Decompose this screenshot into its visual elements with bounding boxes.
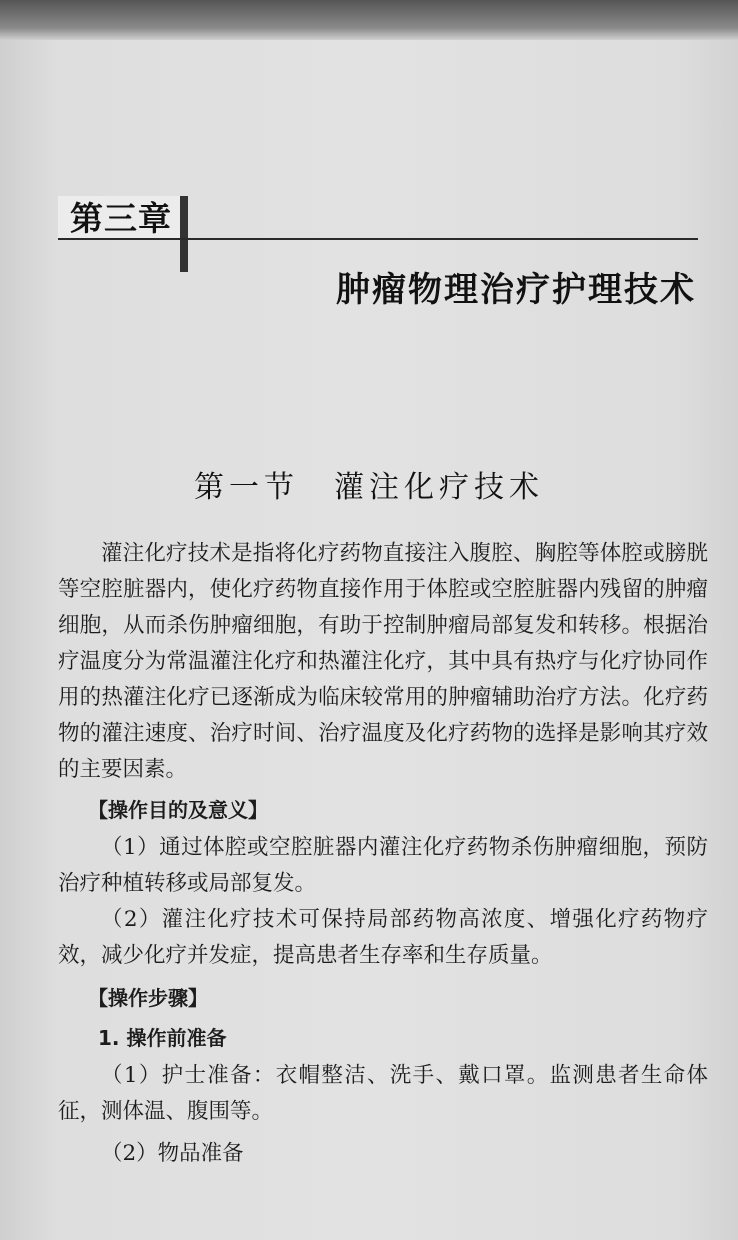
page-header-shadow: [0, 0, 738, 40]
intro-paragraph: 灌注化疗技术是指将化疗药物直接注入腹腔、胸腔等体腔或膀胱等空腔脏器内，使化疗药物直接作用于体腔或空腔脏器内残留的肿瘤细胞，从而杀伤肿瘤细胞，有助于控制肿瘤局部复发和转移。根据治疗温度分为常温灌注化疗和热灌注化疗，其中具有热疗与化疗协同作用的热灌注化疗已逐渐成为临床较常用的肿瘤辅助治疗方法。化疗药物的灌注速度、治疗时间、治疗温度及化疗药物的选择是影响其疗效的主要因素。: [58, 541, 708, 782]
step1-item-2: （2）物品准备: [101, 1141, 244, 1166]
chapter-label: 第三章: [70, 199, 172, 238]
section-title: 第一节 灌注化疗技术: [194, 470, 544, 505]
purpose-item-1: （1）通过体腔或空腔脏器内灌注化疗药物杀伤肿瘤细胞，预防治疗种植转移或局部复发。: [58, 835, 708, 896]
purpose-item-2: （2）灌注化疗技术可保持局部药物高浓度、增强化疗药物疗效，减少化疗并发症，提高患者生存率和生存质量。: [58, 907, 708, 968]
steps-heading: 【操作步骤】: [88, 986, 208, 1010]
step1-heading: 1. 操作前准备: [98, 1026, 227, 1050]
chapter-marker-bar: [180, 196, 188, 272]
step1-item-1: （1）护士准备：衣帽整洁、洗手、戴口罩。监测患者生命体征，测体温、腹围等。: [58, 1063, 708, 1124]
chapter-divider-rule: [58, 238, 698, 240]
body-text: [58, 536, 708, 1172]
chapter-title: 肿瘤物理治疗护理技术: [336, 270, 696, 310]
purpose-heading: 【操作目的及意义】: [88, 798, 268, 822]
